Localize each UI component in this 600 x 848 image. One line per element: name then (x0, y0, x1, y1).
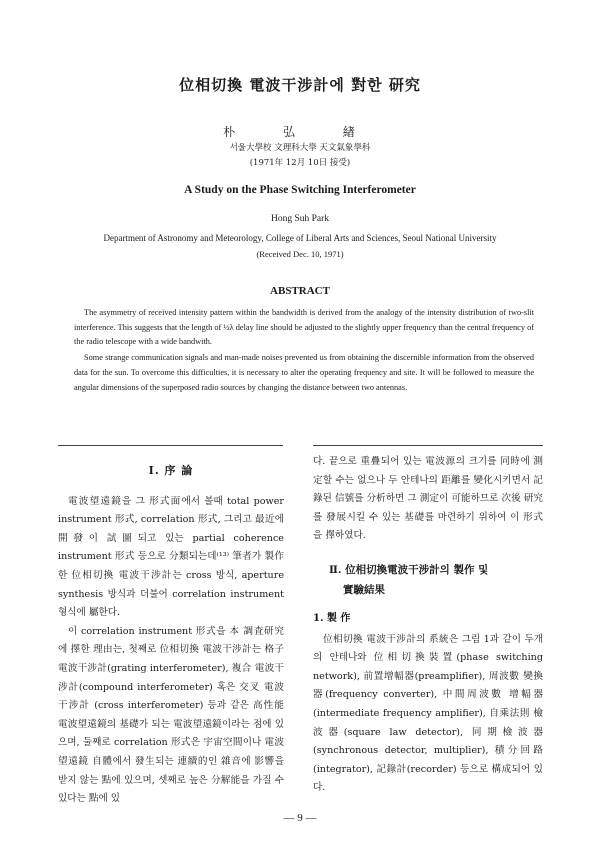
abstract-paragraph-1: The asymmetry of received intensity pattern within the bandwidth is derived from the analogy of the intensity distribution of two-slit interference. This suggests that the length of ½λ delay line should be adjusted to the slightly upper frequency than the central frequency of the radio telescope with a wide bandwith. (74, 308, 534, 347)
section-heading-line-2: 實驗結果 (343, 583, 385, 596)
right-column (313, 453, 543, 798)
paper-title-korean: 位相切換 電波干涉計에 對한 研究 (179, 76, 421, 94)
left-column-rule (58, 445, 283, 446)
section-heading-construction (329, 560, 543, 600)
left-column (58, 456, 284, 809)
body-paragraph: 電波望遠鏡을 그 形式面에서 볼때 total power instrument 形式, correlation 形式, 그리고 最近에 開發이 試圖되고 있는 partial coherence instrument 形式 등으로 分類되는데⁽¹³⁾ 筆者가 製作한 位相切換 電波干涉計는 cross 방식, aperture synthesis 방식과 더불어 correlation instrument 형식에 屬한다. (58, 495, 284, 619)
body-paragraph: 位相切換 電波干涉計의 系統은 그림 1과 같이 두개의 안테나와 位相切換裝置(phase switching network), 前置增幅器(preamplifier), 周波數 變換器(frequency converter), 中間周波數 增幅器(intermediate frequency amplifier), 自乘法則 檢波器(square law detector), 同期檢波器(synchronous detector, multiplier), 積分回路(integrator), 記錄計(recorder) 등으로 構成되어 있다. (313, 633, 543, 794)
right-column-rule (313, 445, 543, 446)
body-paragraph-continuation: 다. 끝으로 重疊되어 있는 電波源의 크기를 同時에 測定할 수는 없으나 두 안테나의 距離를 變化시키면서 記錄된 信號를 分析하면 그 測定이 可能하므로 次後 研究를 發展시킬 수 있는 基礎를 마련하기 위하여 이 形式을 擇하였다. (313, 456, 543, 542)
paper-title-english: A Study on the Phase Switching Interferometer (184, 184, 416, 196)
affiliation-english: Department of Astronomy and Meteorology, College of Liberal Arts and Sciences, Seoul National University (103, 233, 497, 243)
subsection-heading: 1. 製 作 (313, 612, 351, 624)
author-name-korean: 朴 弘 緖 (223, 125, 377, 139)
abstract-heading: ABSTRACT (270, 285, 330, 297)
page-number: — 9 — (283, 812, 317, 824)
abstract-paragraph-2: Some strange communication signals and man-made noises prevented us from obtaining the discernible information from the observed data for the sun. To overcome this difficulties, it is necessary to alter the operating frequency and site. It will be followed to measure the angular dimensions of the superposed radio sources by changing the distance between two antennas. (74, 353, 534, 392)
affiliation-korean: 서울大學校 文理科大學 天文氣象學科 (229, 143, 371, 153)
section-heading-introduction: Ⅰ. 序 論 (148, 464, 194, 477)
section-heading-line-1: Ⅱ. 位相切換電波干涉計의 製作 및 (329, 563, 489, 576)
abstract-body (74, 306, 534, 395)
received-date-korean: (1971年 12月 10日 接受) (249, 158, 351, 168)
received-date-english: (Received Dec. 10, 1971) (256, 249, 344, 259)
body-paragraph: 이 correlation instrument 形式을 本 調査研究에 擇한 理由는, 첫째로 位相切換 電波干涉計는 格子 電波干涉計(grating interferometer), 複合 電波干涉計(compound interferometer) 혹은 交叉 電波干涉計 (cross interferometer) 등과 같은 高性能 電波望遠鏡의 基礎가 되는 電波望遠鏡이라는 점에 있으며, 둘째로 correlation 形式은 宇宙空間이나 電波望遠鏡 自體에서 發生되는 連續的인 雜音에 影響을 받지 않는 點에 있으며, 셋째로 높은 分解能을 가질 수 있다는 點에 있 (58, 625, 284, 805)
author-name-english: Hong Suh Park (270, 214, 330, 224)
